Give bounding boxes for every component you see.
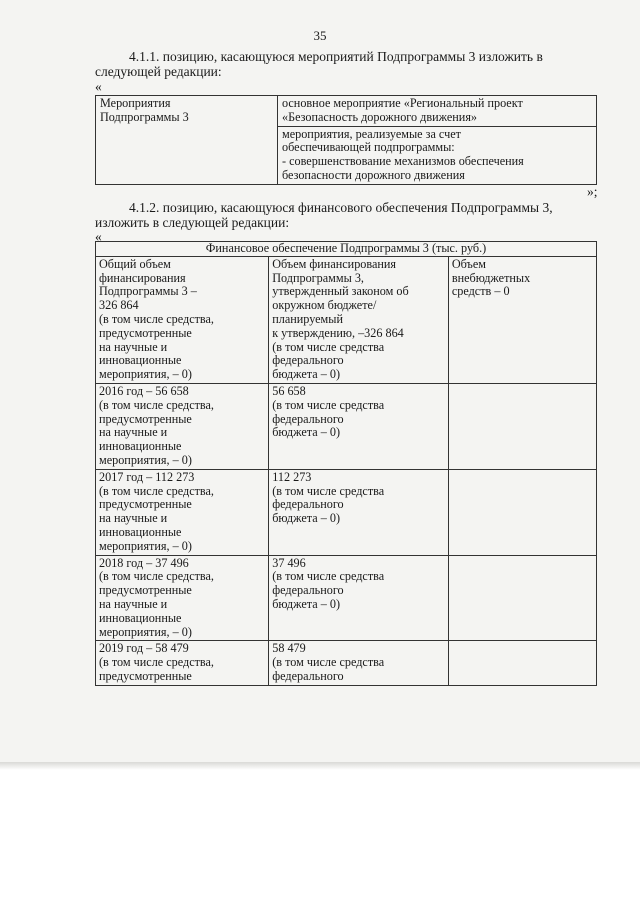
financing-col1-line: 2018 год – 37 496 <box>99 555 189 570</box>
financing-col1-line: на научные и <box>99 339 168 354</box>
financing-col2-line: (в том числе средства <box>272 483 385 498</box>
financing-col3-line: Объем <box>451 256 486 271</box>
financing-row <box>96 383 597 469</box>
financing-col2-line: утвержденный законом об <box>272 284 409 299</box>
financing-col1-line: (в том числе средства, <box>99 397 214 412</box>
measures-support-line: безопасности дорожного движения <box>282 167 465 182</box>
financing-col1-line: 2019 год – 58 479 <box>99 641 189 656</box>
financing-table <box>95 241 597 686</box>
section-2-line1: позицию, касающуюся финансового обеспечения Подпрограммы 3, <box>162 200 553 215</box>
measures-main-cell <box>278 96 597 127</box>
financing-col1-line: инновационные <box>99 353 182 368</box>
financing-col2-line: федерального <box>272 668 344 683</box>
measures-main-line: основное мероприятие «Региональный проект <box>282 96 523 110</box>
section-2-number: 4.1.2. <box>129 200 160 215</box>
financing-col2-line: федерального <box>272 583 344 598</box>
financing-col2-line: (в том числе средства <box>272 397 385 412</box>
financing-col3-line: средств – 0 <box>451 284 510 299</box>
measures-support-line: - совершенствование механизмов обеспечения <box>282 154 524 169</box>
section-2-line2: изложить в следующей редакции: <box>95 215 290 230</box>
financing-col2-line: федерального <box>272 353 344 368</box>
financing-col2-line: окружном бюджете/ <box>272 298 377 313</box>
financing-col2-line: Объем финансирования <box>272 256 397 271</box>
financing-col1-line: (в том числе средства, <box>99 311 214 326</box>
financing-col2-line: 56 658 <box>272 383 306 398</box>
financing-col1-line: (в том числе средства, <box>99 655 214 670</box>
financing-cell-col3 <box>448 469 596 555</box>
financing-col1-line: предусмотренные <box>99 583 192 598</box>
page-number: 35 <box>313 28 327 43</box>
financing-col1-line: мероприятия, – 0) <box>99 538 192 553</box>
financing-cell-col3 <box>448 383 596 469</box>
section-1-line2: следующей редакции: <box>95 64 222 79</box>
financing-header: Финансовое обеспечение Подпрограммы 3 (тыс. руб.) <box>96 242 597 257</box>
financing-cell-col2 <box>269 555 449 641</box>
financing-col2-line: Подпрограммы 3, <box>272 270 364 285</box>
section-2-open-quote: « <box>95 229 102 244</box>
financing-col2-line: бюджета – 0) <box>272 596 340 611</box>
financing-col1-line: 2016 год – 56 658 <box>99 383 189 398</box>
financing-col2-line: бюджета – 0) <box>272 511 340 526</box>
financing-row <box>96 555 597 641</box>
measures-main-line: «Безопасность дорожного движения» <box>282 109 478 124</box>
financing-col1-line: предусмотренные <box>99 411 192 426</box>
financing-col1-line: инновационные <box>99 439 182 454</box>
financing-col2-line: федерального <box>272 411 344 426</box>
measures-label-line: Подпрограммы 3 <box>100 109 189 124</box>
measures-support-line: мероприятия, реализуемые за счет <box>282 126 461 141</box>
financing-col1-line: финансирования <box>99 270 186 285</box>
financing-cell-col2 <box>269 256 449 383</box>
measures-label-cell <box>96 96 278 185</box>
measures-label-line: Мероприятия <box>100 96 171 110</box>
financing-col1-line: предусмотренные <box>99 497 192 512</box>
financing-col1-line: на научные и <box>99 511 168 526</box>
financing-col2-line: к утверждению, –326 864 <box>272 325 404 340</box>
financing-row <box>96 469 597 555</box>
financing-col1-line: на научные и <box>99 596 168 611</box>
financing-col1-line: на научные и <box>99 425 168 440</box>
financing-col1-line: Подпрограммы 3 – <box>99 284 197 299</box>
financing-col1-line: предусмотренные <box>99 668 192 683</box>
financing-row <box>96 256 597 383</box>
financing-col2-line: (в том числе средства <box>272 339 385 354</box>
section-1-close-quote: »; <box>587 184 598 199</box>
financing-cell-col1 <box>96 469 269 555</box>
financing-cell-col3 <box>448 641 596 685</box>
measures-support-cell <box>278 126 597 184</box>
financing-cell-col2 <box>269 469 449 555</box>
financing-col2-line: 112 273 <box>272 469 312 484</box>
financing-col2-line: планируемый <box>272 311 343 326</box>
financing-row <box>96 641 597 685</box>
financing-col2-line: бюджета – 0) <box>272 425 340 440</box>
measures-table <box>95 95 597 185</box>
financing-cell-col1 <box>96 641 269 685</box>
financing-cell-col2 <box>269 641 449 685</box>
financing-col1-line: инновационные <box>99 610 182 625</box>
financing-col2-line: (в том числе средства <box>272 569 385 584</box>
financing-cell-col3 <box>448 555 596 641</box>
financing-col1-line: Общий объем <box>99 256 171 271</box>
financing-col1-line: (в том числе средства, <box>99 569 214 584</box>
financing-header-row <box>96 242 597 257</box>
financing-cell-col1 <box>96 256 269 383</box>
financing-col2-line: бюджета – 0) <box>272 367 340 382</box>
financing-col1-line: (в том числе средства, <box>99 483 214 498</box>
financing-cell-col1 <box>96 383 269 469</box>
financing-col1-line: 326 864 <box>99 298 139 313</box>
measures-support-text <box>282 128 592 183</box>
financing-cell-col3 <box>448 256 596 383</box>
financing-col3-line: внебюджетных <box>451 270 531 285</box>
financing-col1-line: мероприятия, – 0) <box>99 624 192 639</box>
financing-col2-line: (в том числе средства <box>272 655 385 670</box>
section-2-paragraph <box>95 200 600 230</box>
section-1-line1: позицию, касающуюся мероприятий Подпрограммы 3 изложить в <box>162 49 543 64</box>
financing-cell-col2 <box>269 383 449 469</box>
financing-col1-line: инновационные <box>99 524 182 539</box>
page-edge-shadow <box>0 762 640 770</box>
section-1-number: 4.1.1. <box>129 49 160 64</box>
section-1-paragraph <box>95 49 600 79</box>
measures-label <box>100 97 273 125</box>
measures-support-line: обеспечивающей подпрограммы: <box>282 140 455 155</box>
financing-col2-line: 58 479 <box>272 641 306 656</box>
financing-cell-col1 <box>96 555 269 641</box>
financing-col1-line: 2017 год – 112 273 <box>99 469 195 484</box>
measures-main-text <box>282 97 592 125</box>
financing-col1-line: мероприятия, – 0) <box>99 367 192 382</box>
financing-col1-line: предусмотренные <box>99 325 192 340</box>
financing-col2-line: 37 496 <box>272 555 306 570</box>
section-1-open-quote: « <box>95 79 102 94</box>
financing-col1-line: мероприятия, – 0) <box>99 452 192 467</box>
financing-col2-line: федерального <box>272 497 344 512</box>
measures-row-1 <box>96 96 597 127</box>
